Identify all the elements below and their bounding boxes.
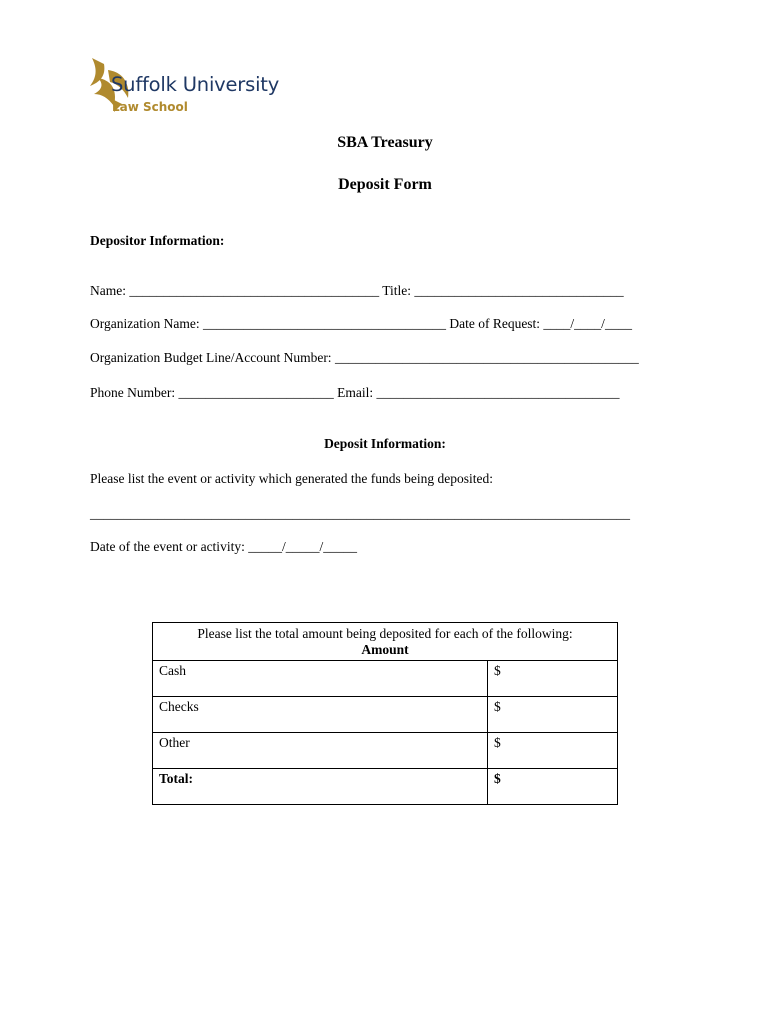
logo-school-name: Law School	[112, 100, 188, 114]
table-header	[153, 623, 618, 661]
organization-date-field[interactable]: Organization Name: ____________________________________ Date of Request: ____/____/____	[90, 316, 632, 331]
total-label: Total:	[153, 769, 488, 805]
name-title-field[interactable]: Name: _____________________________________ Title: _______________________________	[90, 283, 624, 298]
other-label: Other	[153, 733, 488, 769]
table-row	[153, 733, 618, 769]
total-amount-field[interactable]: $	[488, 769, 618, 805]
amount-header: Amount	[361, 642, 409, 657]
event-description-field[interactable]: ________________________________________________________________________________	[90, 506, 630, 521]
budget-line-field[interactable]: Organization Budget Line/Account Number: _____________________________________________	[90, 350, 639, 365]
table-row	[153, 697, 618, 733]
other-amount-field[interactable]: $	[488, 733, 618, 769]
table-row-total	[153, 769, 618, 805]
phone-email-field[interactable]: Phone Number: _______________________ Email: ____________________________________	[90, 385, 620, 400]
event-date-field[interactable]: Date of the event or activity: _____/_____/_____	[90, 539, 357, 554]
deposit-heading: Deposit Information:	[324, 436, 446, 451]
checks-label: Checks	[153, 697, 488, 733]
page-title: SBA Treasury	[337, 134, 433, 151]
checks-amount-field[interactable]: $	[488, 697, 618, 733]
cash-amount-field[interactable]: $	[488, 661, 618, 697]
depositor-heading: Depositor Information:	[90, 233, 225, 248]
logo-university-name: Suffolk University	[111, 73, 280, 96]
table-instruction: Please list the total amount being deposited for each of the following:	[197, 626, 573, 641]
page-subtitle: Deposit Form	[338, 176, 432, 193]
event-prompt: Please list the event or activity which generated the funds being deposited:	[90, 471, 494, 486]
cash-label: Cash	[153, 661, 488, 697]
amounts-table	[152, 622, 618, 805]
table-row	[153, 661, 618, 697]
